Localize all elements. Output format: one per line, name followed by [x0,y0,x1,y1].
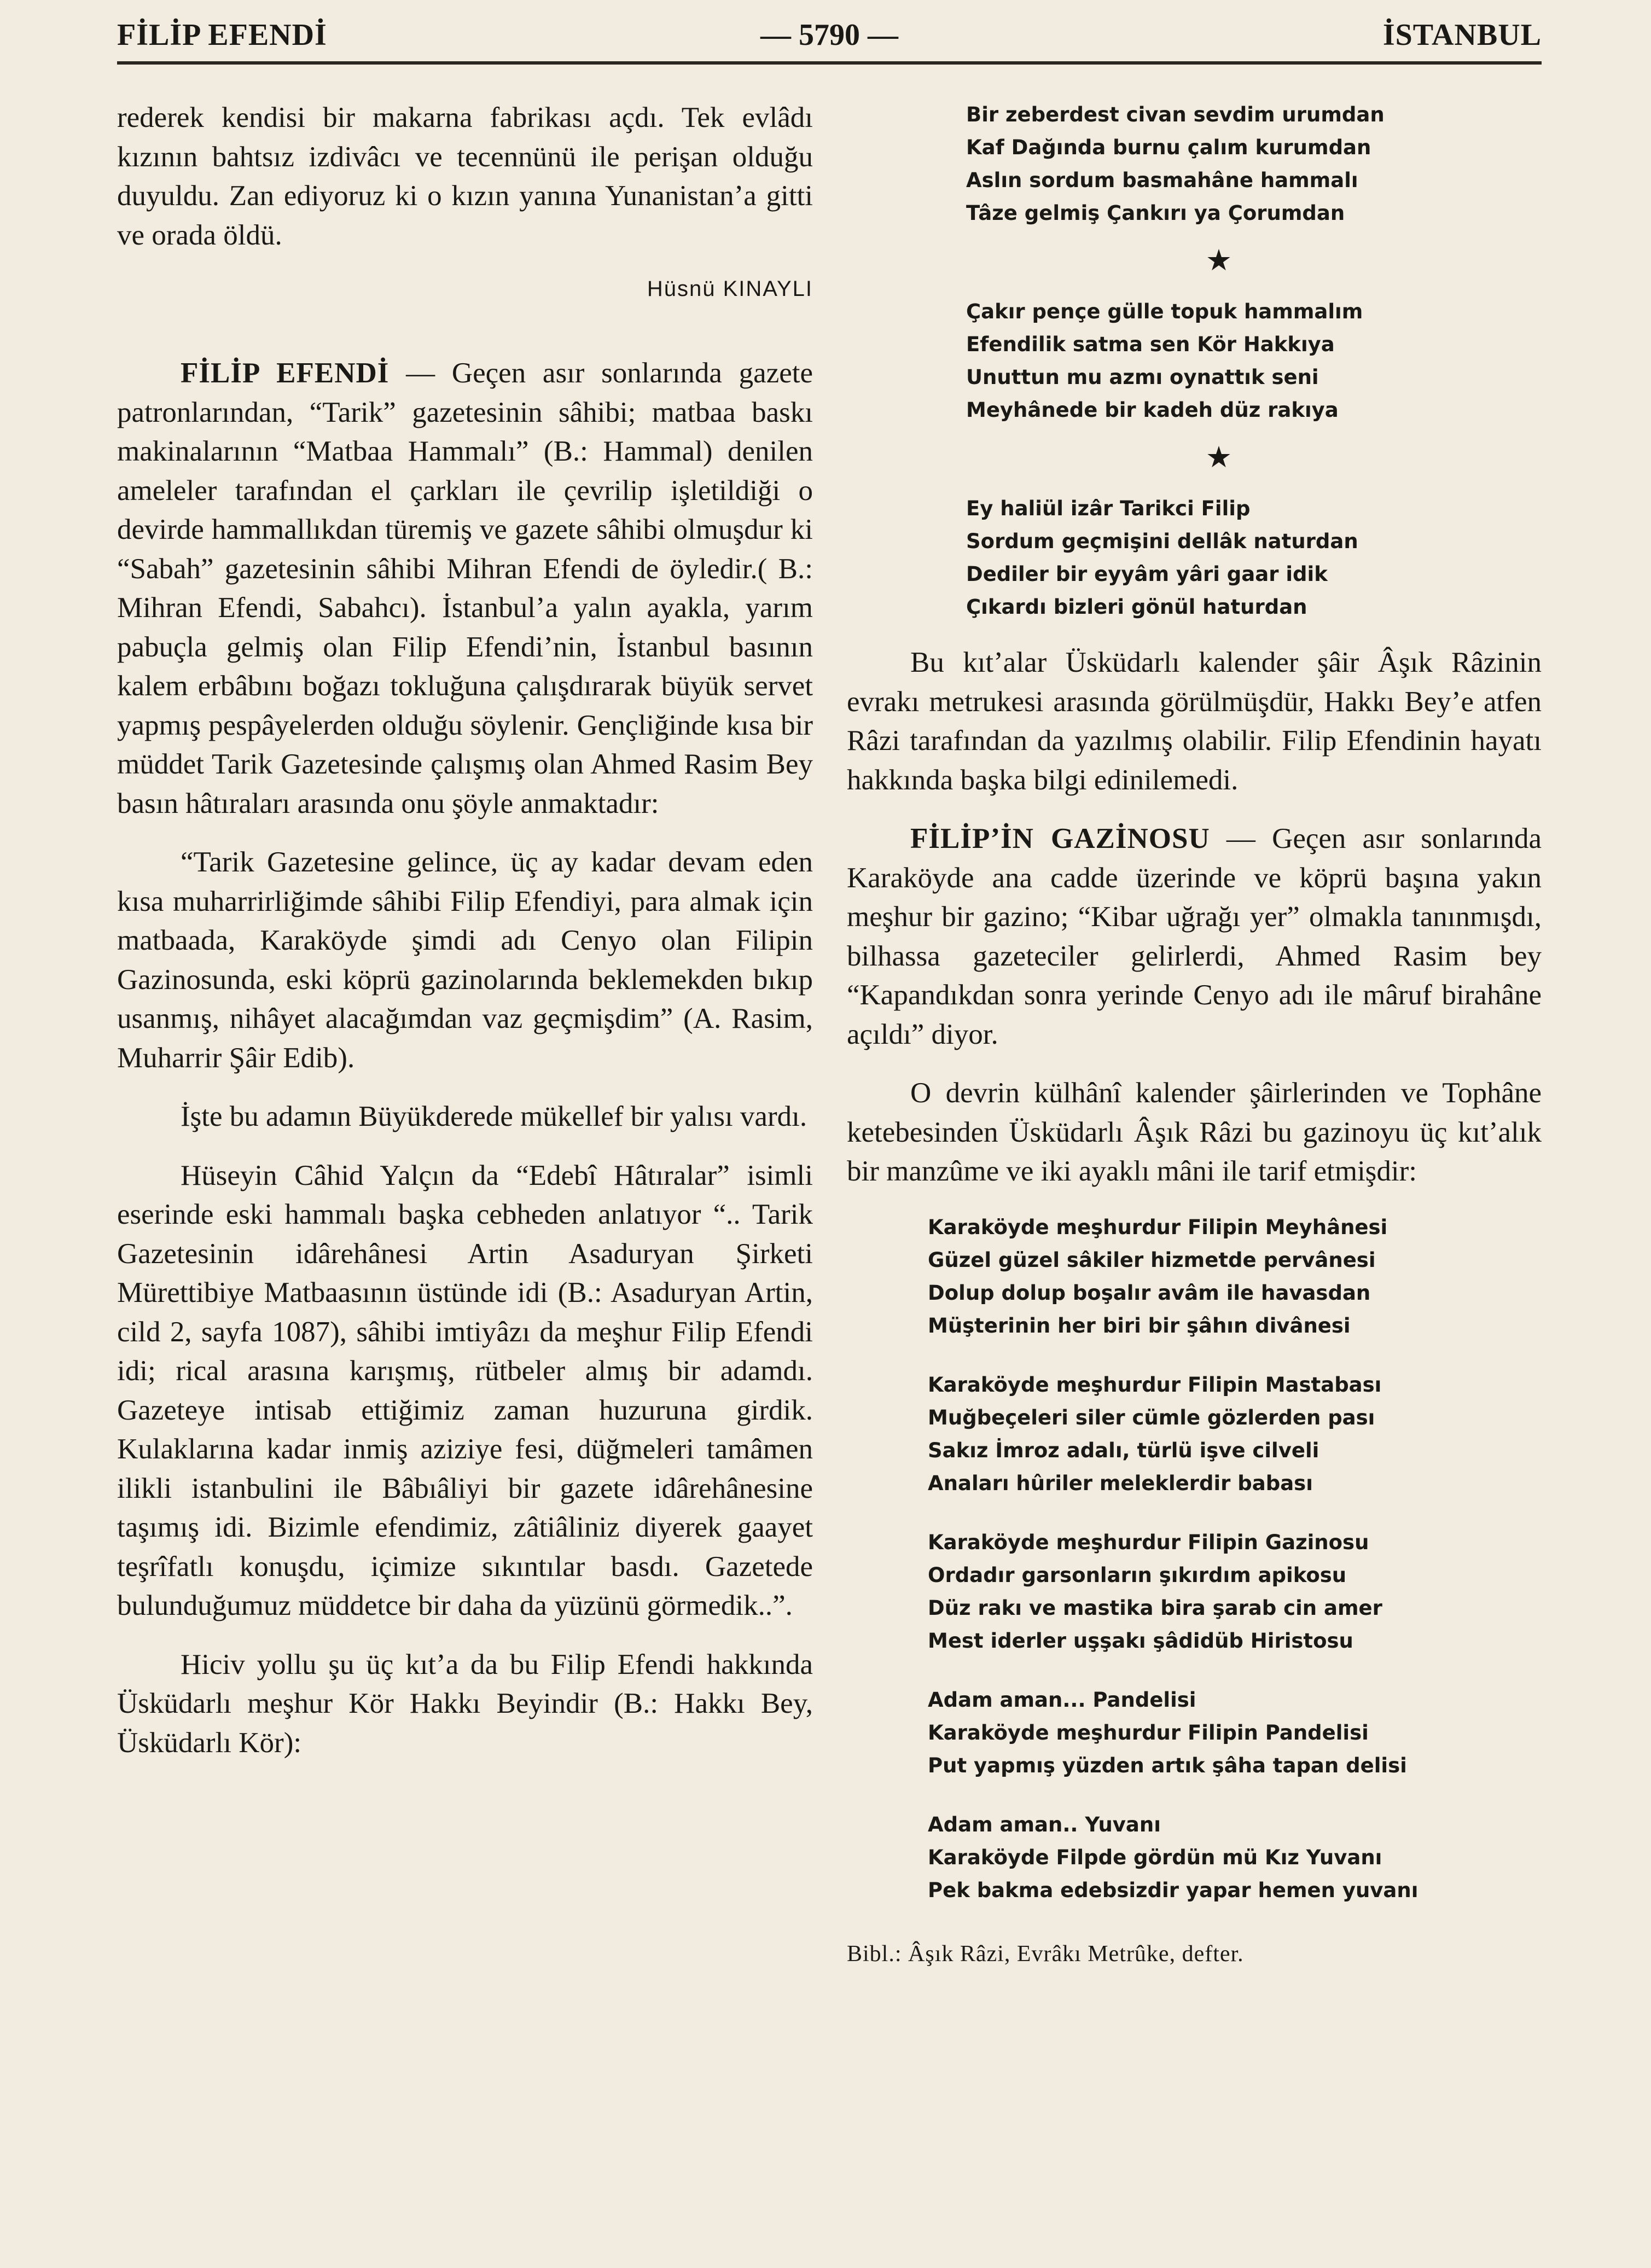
poem-stanza-3 [847,492,1542,624]
poem-line: Adam aman... Pandelisi [928,1688,1196,1712]
page-number: — 5790 — [760,18,898,52]
intro-paragraph: rederek kendisi bir makarna fabrikası açdı. Tek evlâdı kızının bahtsız izdivâcı ve tecennünü ile perişan olduğu duyuldu. Zan ediyoruz ki o kızın yanına Yunanistan’a gitti ve orada öldü. [117,102,813,251]
poem-line: Müşterinin her biri bir şâhın divânesi [928,1313,1351,1337]
poem-line: Karaköyde meşhurdur Filipin Meyhânesi [928,1215,1388,1239]
poem-line: Sakız İmroz adalı, türlü işve cilveli [928,1438,1319,1462]
poem-line: Çıkardı bizleri gönül haturdan [966,595,1307,619]
poem-line: Mest iderler uşşakı şâdidüb Hiristosu [928,1629,1353,1653]
poem-line: Muğbeçeleri siler cümle gözlerden pası [928,1405,1375,1429]
poem-line: Ey haliül izâr Tarikci Filip [966,497,1251,520]
mani-stanza [928,1684,1542,1782]
poem-line: Adam aman.. Yuvanı [928,1812,1161,1836]
poem-line: Dolup dolup boşalır avâm ile havasdan [928,1281,1371,1305]
entry-title: FİLİP’İN GAZİNOSU [910,823,1210,854]
quote-paragraph: “Tarik Gazetesine gelince, üç ay kadar devam eden kısa muharrirliğimde sâhibi Filip Efendiyi, para almak için matbaada, Karaköyde şimdi adı Cenyo olan Filipin Gazinosunda, eski köprü gazinolarında beklemekden bıkıp usanmış, nihâyet alacağımdan vaz geçmişdim” (A. Rasim, Muharrir Şâir Edib). [117,846,813,1074]
gazino-poem [847,1211,1542,1907]
entry-filip-efendi [117,354,813,823]
poem-line: Dediler bir eyyâm yâri gaar idik [966,562,1328,586]
poem-line: Çakır pençe gülle topuk hammalım [966,300,1363,323]
poem-line: Meyhânede bir kadeh düz rakıya [966,398,1339,422]
star-divider: ★ [1205,441,1233,474]
poem-stanza-2 [847,295,1542,427]
poem-line: Aslın sordum basmahâne hammalı [966,168,1358,192]
author-signature: Hüsnü KINAYLI [647,277,813,301]
bibliography: Bibl.: Âşık Râzi, Evrâkı Metrûke, defter. [847,1941,1244,1967]
header-entry-name: FİLİP EFENDİ [117,18,327,52]
paragraph-yali: İşte bu adamın Büyükderede mükellef bir yalısı vardı. [181,1101,807,1132]
poem-stanza-1 [847,98,1542,230]
paragraph-kitalar: Bu kıt’alar Üsküdarlı kalender şâir Âşık Râzinin evrakı metrukesi arasında görülmüşdür, Hakkı Bey’e atfen Râzi tarafından da yazılmış olabilir. Filip Efendinin hayatı hakkında başka bilgi edinilemedi. [847,647,1542,796]
poem-line: Karaköyde meşhurdur Filipin Pandelisi [928,1720,1369,1744]
poem-stanza [928,1526,1542,1658]
star-divider: ★ [1205,244,1233,277]
header-volume-name: İSTANBUL [1382,18,1542,52]
paragraph-hiciv: Hiciv yollu şu üç kıt’a da bu Filip Efendi hakkında Üsküdarlı meşhur Kör Hakkı Beyindir (B.: Hakkı Bey, Üsküdarlı Kör): [117,1648,813,1759]
entry-filipin-gazinosu [847,819,1542,1054]
entry-body: — Geçen asır sonlarında Karaköyde ana cadde üzerinde ve köprü başına yakın meşhur bir gazino; “Kibar uğrağı yer” olmakla tanınmışdı, bilhassa gazeteciler gelirlerdi, Ahmed Rasim bey “Kapandıkdan sonra yerinde Cenyo adı ile mâruf birahâne açıldı” diyor. [847,823,1542,1050]
poem-line: Efendilik satma sen Kör Hakkıya [966,333,1335,356]
poem-stanza [928,1211,1542,1342]
poem-stanza [928,1369,1542,1500]
header-rule [117,61,1542,65]
poem-line: Pek bakma edebsizdir yapar hemen yuvanı [928,1878,1419,1902]
poem-line: Kaf Dağında burnu çalım kurumdan [966,136,1371,159]
poem-line: Anaları hûriler meleklerdir babası [928,1471,1313,1495]
paragraph-huseyin-cahid: Hüseyin Câhid Yalçın da “Edebî Hâtıralar” isimli eserinde eski hammalı başka cebheden anlatıyor “.. Tarik Gazetesinin idârehânesi Artin Asaduryan Şirketi Mürettibiye Matbaasının üstünde idi (B.: Asaduryan Artin, cild 2, sayfa 1087), sâhibi imtiyâzı da meşhur Filip Efendi idi; rical arasına karışmış, rütbeler almış bir adamdı. Gazeteye intisab ettiğimiz zaman huzuruna girdik. Kulaklarına kadar inmiş aziziye fesi, düğmeleri tamâmen ilikli istanbulini ile Bâbıâliyi bir gazete idârehânesine taşımış idi. Bizimle efendimiz, zâtiâliniz diyerek gaayet teşrîfatlı konuşdu, içimize sıkıntılar basdı. Gazetede bulunduğumuz müddetce bir daha da yüzünü görmedik..”. [117,1159,813,1621]
poem-line: Ordadır garsonların şıkırdım apikosu [928,1563,1347,1587]
paragraph-asik-razi: O devrin külhânî kalender şâirlerinden ve Tophâne ketebesinden Üsküdarlı Âşık Râzi bu gazinoyu üç kıt’alık bir manzûme ve iki ayaklı mâni ile tarif etmişdir: [847,1077,1542,1187]
poem-line: Put yapmış yüzden artık şâha tapan delisi [928,1753,1407,1777]
poem-line: Unuttun mu azmı oynattık seni [966,365,1319,389]
poem-line: Güzel güzel sâkiler hizmetde pervânesi [928,1248,1376,1272]
left-column [117,98,813,1763]
right-column [847,98,1542,1970]
mani-stanza [928,1808,1542,1907]
poem-line: Bir zeberdest civan sevdim urumdan [966,103,1385,126]
poem-line: Karaköyde meşhurdur Filipin Gazinosu [928,1530,1369,1554]
entry-body: — Geçen asır sonlarında gazete patronlarından, “Tarik” gazetesinin sâhibi; matbaa baskı makinalarının “Matbaa Hammalı” (B.: Hammal) denilen ameleler tarafından el çarkları ile çevrilip işletildiği o devirde hammallıkdan türemiş ve gazete sâhibi olmuşdur ki “Sabah” gazetesinin sâhibi Mihran Efendi de öyledir.( B.: Mihran Efendi, Sabahcı). İstanbul’a yalın ayakla, yarım pabuçla gelmiş olan Filip Efendi’nin, İstanbul basının kalem erbâbını boğazı tokluğuna çalışdırarak büyük servet yapmış pespâyelerden olduğu söylenir. Gençliğinde kısa bir müddet Tarik Gazetesinde çalışmış olan Ahmed Rasim Bey basın hâtıraları arasında onu şöyle anmaktadır: [117,357,813,819]
poem-line: Düz rakı ve mastika bira şarab cin amer [928,1596,1382,1620]
poem-line: Karaköyde Filpde gördün mü Kız Yuvanı [928,1845,1382,1869]
poem-line: Tâze gelmiş Çankırı ya Çorumdan [966,201,1345,225]
running-header [117,18,1542,61]
poem-line: Karaköyde meşhurdur Filipin Mastabası [928,1373,1382,1397]
entry-title: FİLİP EFENDİ [181,357,390,389]
poem-line: Sordum geçmişini dellâk naturdan [966,530,1358,553]
